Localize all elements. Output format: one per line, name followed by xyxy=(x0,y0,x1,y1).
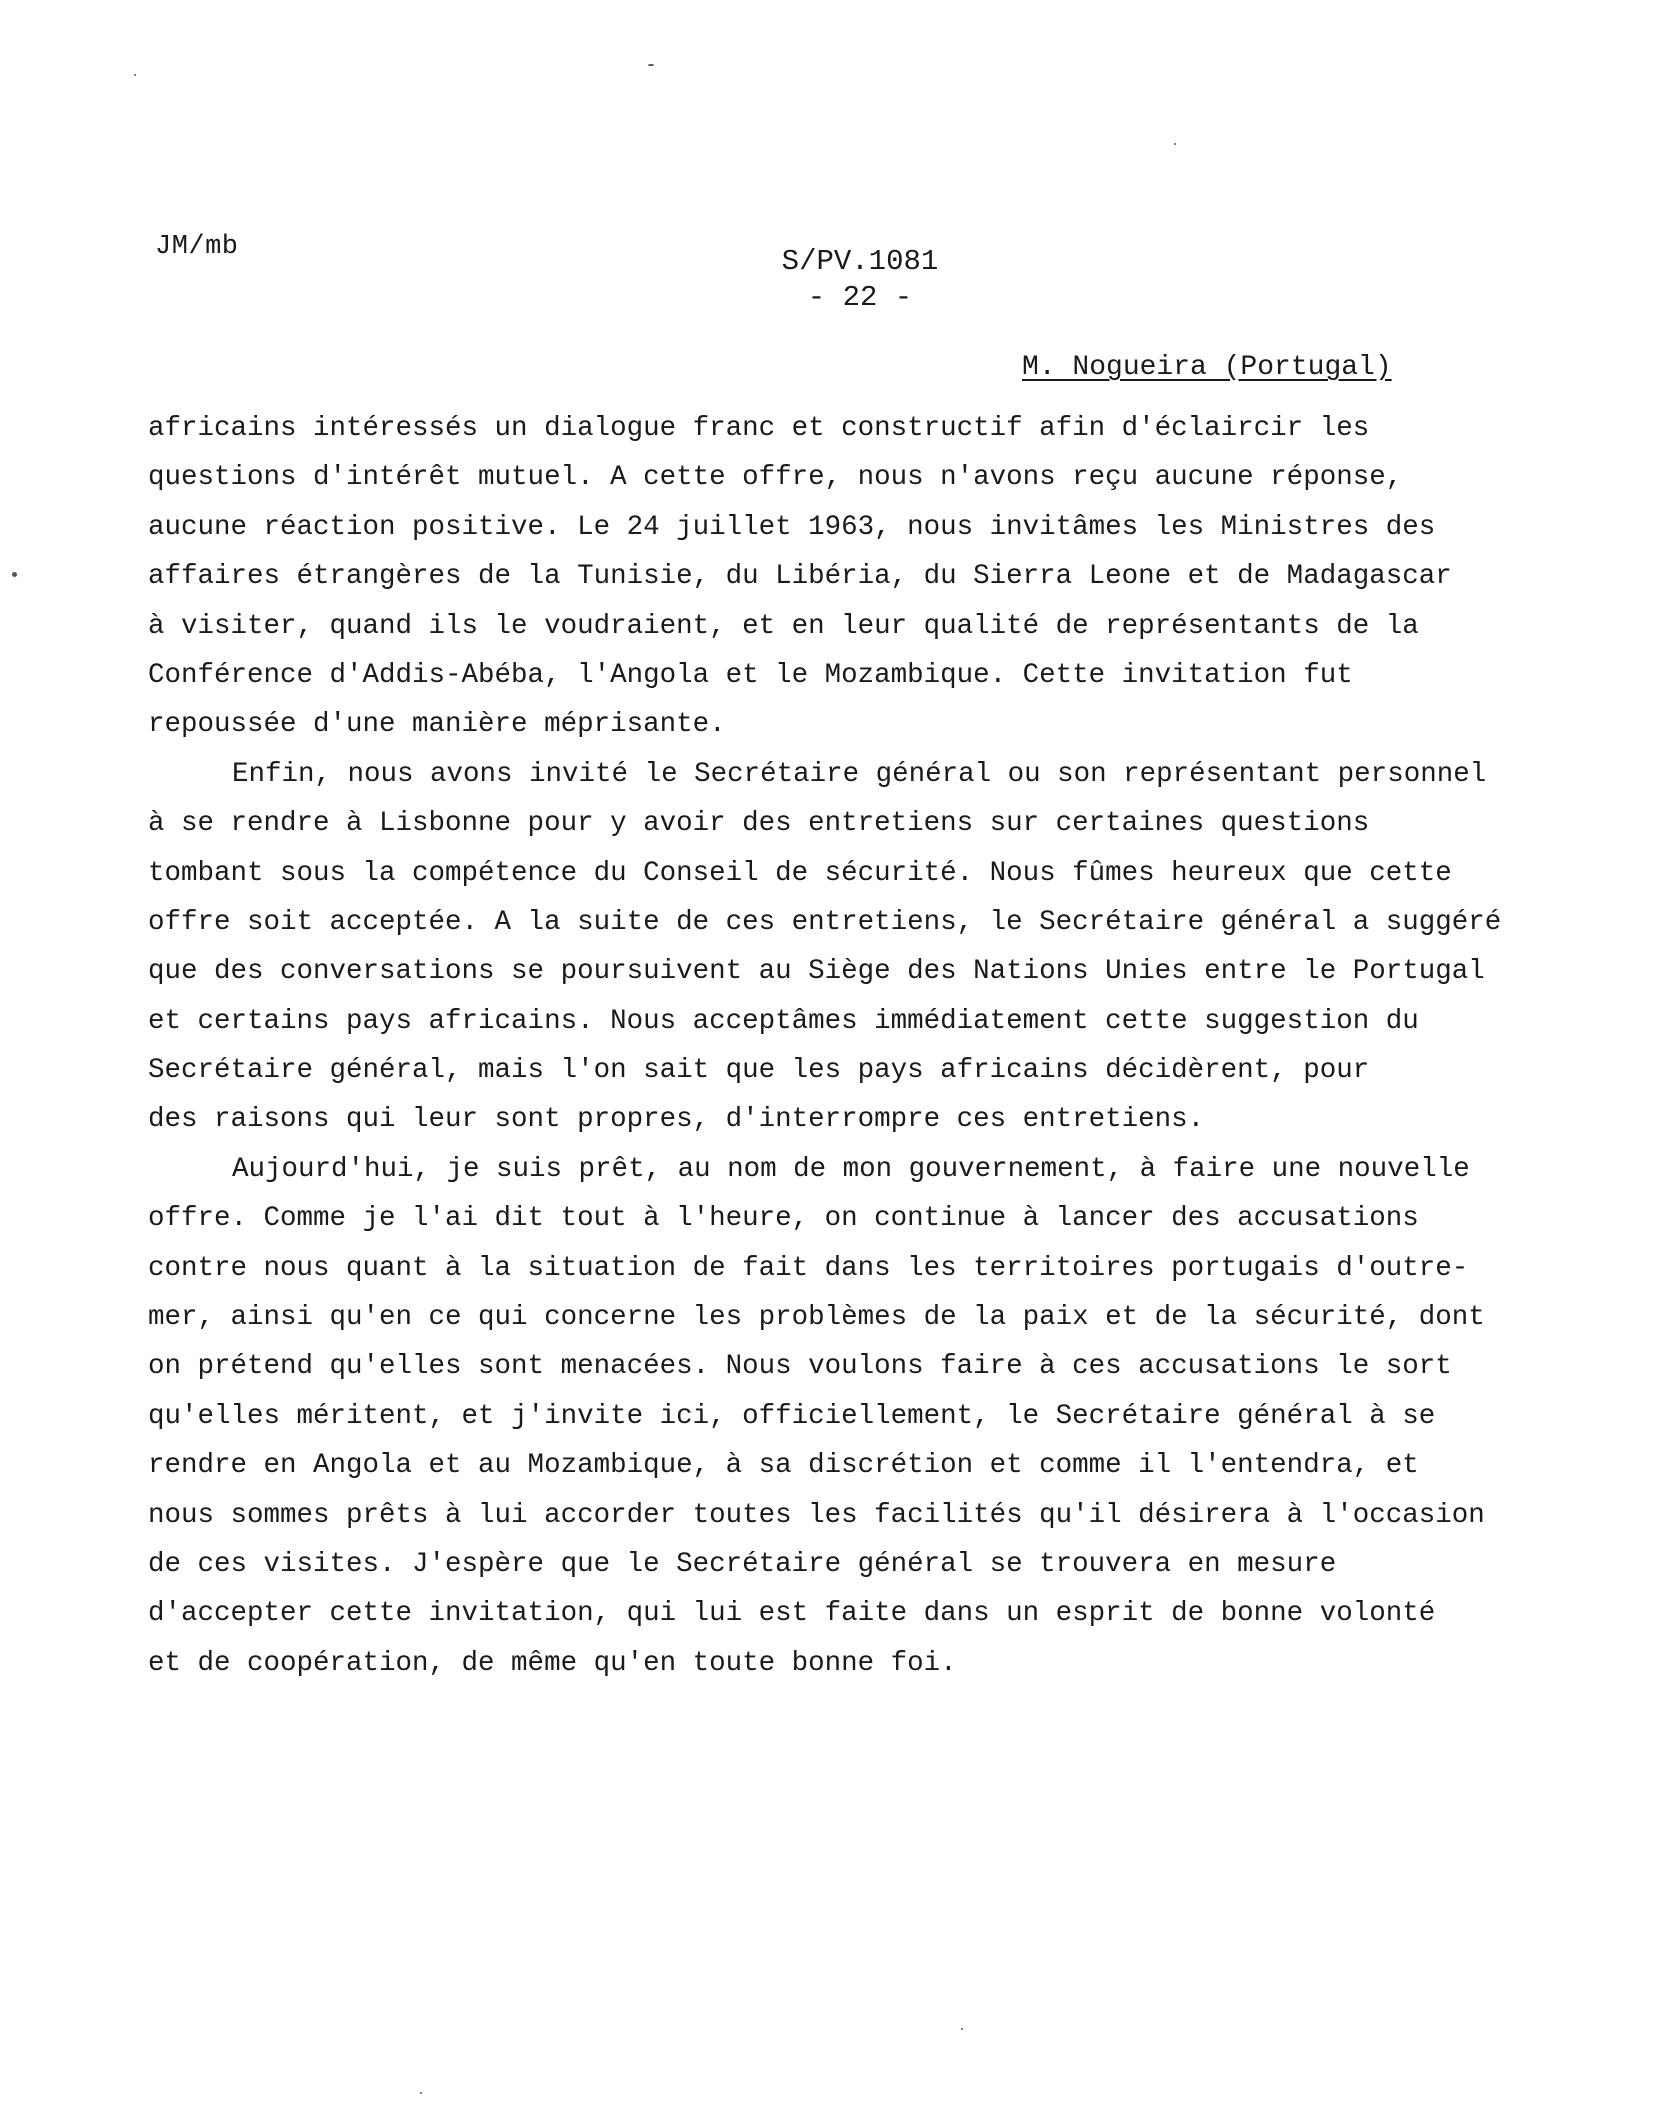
scan-speck xyxy=(1174,143,1176,145)
speaker-label: M. Nogueira (Portugal) xyxy=(1022,352,1392,383)
text-line: qu'elles méritent, et j'invite ici, officiellement, le Secrétaire général à se xyxy=(148,1400,1436,1432)
scan-speck xyxy=(961,2028,963,2030)
text-line: nous sommes prêts à lui accorder toutes les facilités qu'il désirera à l'occasion xyxy=(148,1499,1485,1531)
scan-speck xyxy=(12,572,17,577)
text-line: Enfin, nous avons invité le Secrétaire général ou son représentant personnel xyxy=(232,758,1487,790)
text-line: mer, ainsi qu'en ce qui concerne les problèmes de la paix et de la sécurité, dont xyxy=(148,1302,1485,1334)
text-line: Conférence d'Addis-Abéba, l'Angola et le Mozambique. Cette invitation fut xyxy=(148,659,1353,691)
page-number: - 22 - xyxy=(807,281,913,314)
text-line: offre. Comme je l'ai dit tout à l'heure, on continue à lancer des accusations xyxy=(148,1203,1419,1235)
text-line: aucune réaction positive. Le 24 juillet 1963, nous invitâmes les Ministres des xyxy=(148,511,1436,543)
text-line: et de coopération, de même qu'en toute bonne foi. xyxy=(148,1647,957,1679)
scan-speck xyxy=(134,74,136,76)
text-line: Aujourd'hui, je suis prêt, au nom de mon gouvernement, à faire une nouvelle xyxy=(232,1153,1470,1185)
text-line: offre soit acceptée. A la suite de ces entretiens, le Secrétaire général a suggéré xyxy=(148,906,1502,938)
text-line: d'accepter cette invitation, qui lui est faite dans un esprit de bonne volonté xyxy=(148,1598,1436,1630)
document-header xyxy=(760,244,960,316)
text-line: rendre en Angola et au Mozambique, à sa discrétion et comme il l'entendra, et xyxy=(148,1450,1419,1482)
text-line: africains intéressés un dialogue franc et constructif afin d'éclaircir les xyxy=(148,413,1370,444)
typist-initials: JM/mb xyxy=(155,232,239,262)
text-line: Secrétaire général, mais l'on sait que les pays africains décidèrent, pour xyxy=(148,1055,1370,1087)
scan-speck xyxy=(420,2092,422,2094)
text-line: on prétend qu'elles sont menacées. Nous voulons faire à ces accusations le sort xyxy=(148,1351,1452,1383)
text-line: à se rendre à Lisbonne pour y avoir des entretiens sur certaines questions xyxy=(148,808,1370,840)
text-line: de ces visites. J'espère que le Secrétaire général se trouvera en mesure xyxy=(148,1548,1337,1580)
text-line: à visiter, quand ils le voudraient, et en leur qualité de représentants de la xyxy=(148,610,1419,642)
text-line: des raisons qui leur sont propres, d'interrompre ces entretiens. xyxy=(148,1104,1205,1136)
text-line: tombant sous la compétence du Conseil de sécurité. Nous fûmes heureux que cette xyxy=(148,857,1452,889)
scan-speck xyxy=(648,64,654,66)
text-line: affaires étrangères de la Tunisie, du Libéria, du Sierra Leone et de Madagascar xyxy=(148,561,1452,593)
text-line: repoussée d'une manière méprisante. xyxy=(148,709,726,741)
text-line: contre nous quant à la situation de fait dans les territoires portugais d'outre- xyxy=(148,1252,1469,1284)
text-line: questions d'intérêt mutuel. A cette offre, nous n'avons reçu aucune réponse, xyxy=(148,462,1403,494)
body-text xyxy=(148,404,1538,1688)
text-line: et certains pays africains. Nous acceptâmes immédiatement cette suggestion du xyxy=(148,1005,1419,1037)
text-line: que des conversations se poursuivent au Siège des Nations Unies entre le Portugal xyxy=(148,956,1485,988)
document-symbol: S/PV.1081 xyxy=(781,245,939,278)
